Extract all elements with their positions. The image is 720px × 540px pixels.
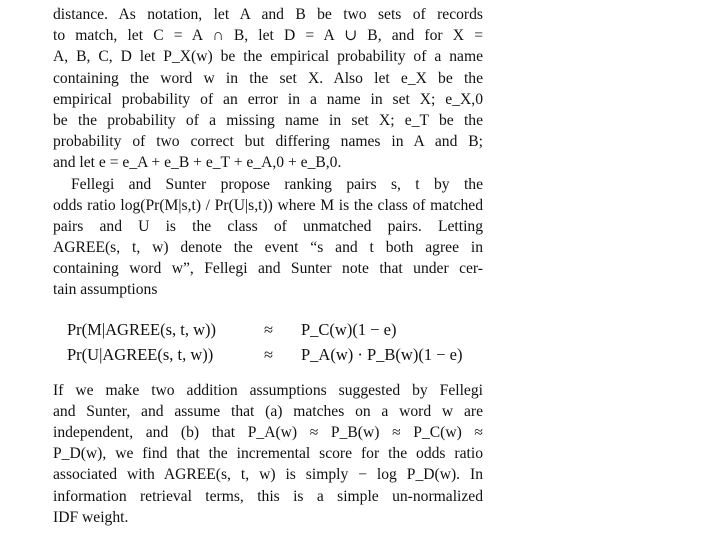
text-line: independent, and (b) that P_A(w) ≈ P_B(w) ≈ P_C(w) ≈: [53, 424, 483, 441]
text-line: tain assumptions: [53, 281, 158, 299]
equation-row: [53, 342, 483, 367]
text-line: associated with AGREE(s, t, w) is simply − log P_D(w). In: [53, 466, 483, 484]
equation-rhs: P_A(w) · P_B(w)(1 − e): [301, 344, 463, 364]
equation-lhs: Pr(M|AGREE(s, t, w)): [67, 319, 217, 339]
text-line: AGREE(s, t, w) denote the event “s and t both agree in: [53, 239, 483, 257]
text-line: pairs and U is the class of unmatched pairs. Letting: [53, 217, 483, 235]
text-line: be the probability of a missing name in set X; e_T be the: [53, 111, 483, 129]
equation-row: [53, 317, 483, 342]
equation-lhs: Pr(U|AGREE(s, t, w)): [67, 344, 214, 364]
paper-excerpt: [53, 4, 483, 534]
text-line: empirical probability of an error in a name in set X; e_X,0: [53, 90, 483, 108]
text-line: and let e = e_A + e_B + e_T + e_A,0 + e_B,0.: [53, 154, 342, 172]
text-line: odds ratio log(Pr(M|s,t) / Pr(U|s,t)) where M is the class of matched: [53, 196, 483, 214]
text-line: If we make two addition assumptions suggested by Fellegi: [53, 381, 483, 399]
text-line: containing word w”, Fellegi and Sunter note that under cer-: [53, 260, 483, 278]
text-line: and Sunter, and assume that (a) matches on a word w are: [53, 402, 483, 420]
text-line: P_D(w), we find that the incremental score for the odds ratio: [53, 445, 483, 463]
text-line: to match, let C = A ∩ B, let D = A ∪ B, and for X =: [53, 27, 483, 45]
paragraph-notation: [53, 4, 483, 174]
approx-symbol: ≈: [264, 344, 274, 364]
text-line: containing the word w in the set X. Also let e_X be the: [53, 69, 483, 87]
text-line: distance. As notation, let A and B be two sets of records: [53, 6, 483, 23]
approx-symbol: ≈: [264, 319, 274, 339]
paragraph-fellegi-sunter: [53, 174, 483, 301]
text-line: IDF weight.: [53, 508, 129, 526]
text-line: probability of two correct but differing names in A and B;: [53, 133, 483, 151]
paragraph-assumptions: [53, 380, 483, 528]
text-line: Fellegi and Sunter propose ranking pairs s, t by the: [71, 175, 483, 193]
text-line: information retrieval terms, this is a simple un-normalized: [53, 487, 483, 505]
equation-block: [53, 317, 483, 367]
equation-rhs: P_C(w)(1 − e): [301, 319, 397, 339]
text-line: A, B, C, D let P_X(w) be the empirical probability of a name: [53, 48, 483, 66]
